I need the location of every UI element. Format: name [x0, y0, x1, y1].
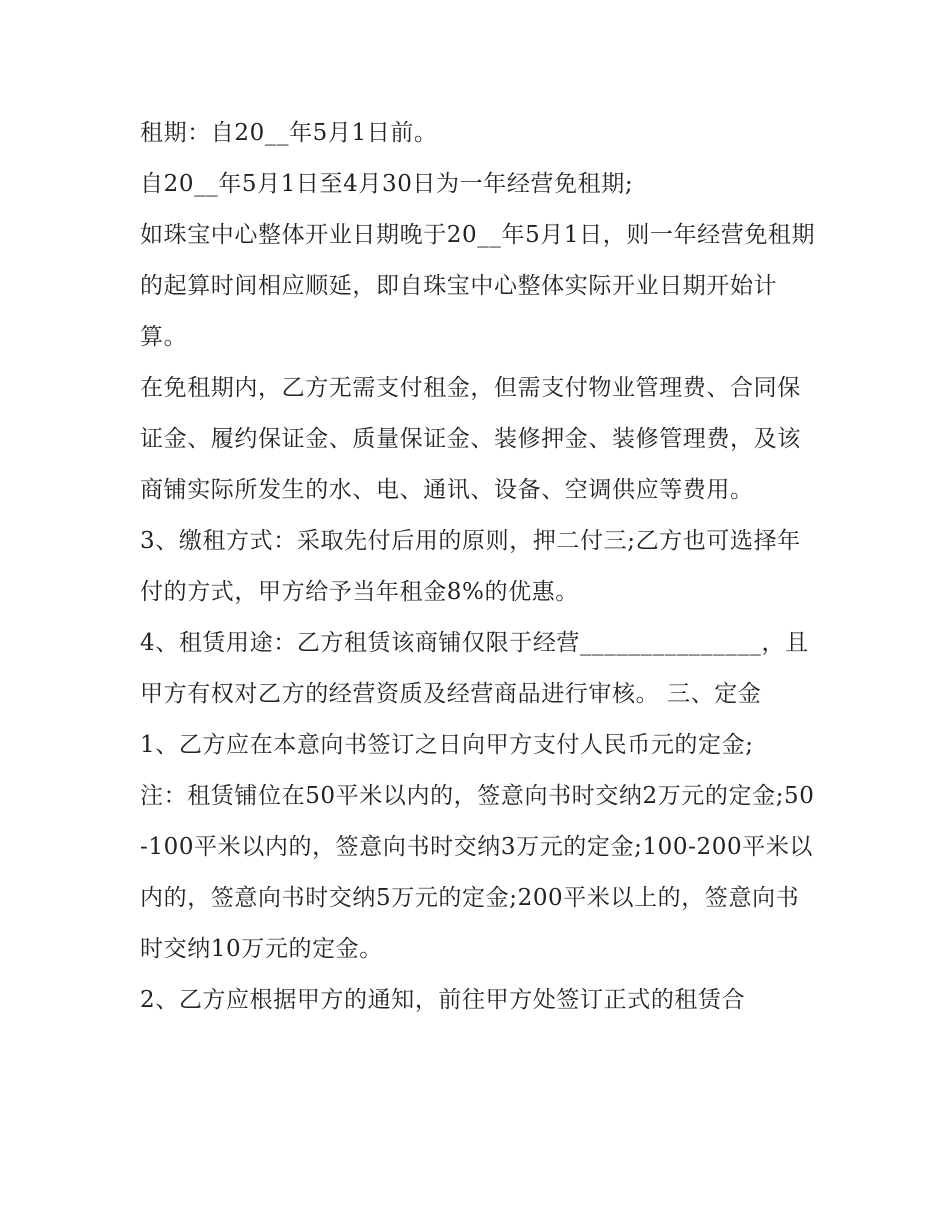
paragraph-deposit-note: 注：租赁铺位在50平米以内的，签意向书时交纳2万元的定金;50-100平米以内的，签意向书时交纳3万元的定金;100-200平米以内的，签意向书时交纳5万元的定金;200平米以上的，签意向书时交纳10万元的定金。: [140, 783, 815, 962]
paragraph-payment-method: 3、缴租方式：采取先付后用的原则，押二付三;乙方也可选择年付的方式，甲方给予当年租金8%的优惠。: [140, 528, 801, 605]
document-body: [140, 108, 820, 1026]
paragraph-lease-term: 租期：自20__年5月1日前。: [140, 120, 438, 146]
paragraph-opening-delay: 如珠宝中心整体开业日期晚于20__年5月1日，则一年经营免租期的起算时间相应顺延，即自珠宝中心整体实际开业日期开始计算。: [140, 222, 816, 350]
paragraph-lease-purpose: 4、租赁用途：乙方租赁该商铺仅限于经营_______________，且甲方有权对乙方的经营资质及经营商品进行审核。 三、定金: [140, 630, 809, 707]
paragraph-rent-free-fees: 在免租期内，乙方无需支付租金，但需支付物业管理费、合同保证金、履约保证金、质量保证金、装修押金、装修管理费，及该商铺实际所发生的水、电、通讯、设备、空调供应等费用。: [140, 375, 801, 503]
paragraph-rent-free-period: 自20__年5月1日至4月30日为一年经营免租期;: [140, 171, 634, 197]
paragraph-deposit-payment: 1、乙方应在本意向书签订之日向甲方支付人民币元的定金;: [140, 732, 754, 758]
paragraph-formal-contract: 2、乙方应根据甲方的通知，前往甲方处签订正式的租赁合: [140, 987, 746, 1013]
